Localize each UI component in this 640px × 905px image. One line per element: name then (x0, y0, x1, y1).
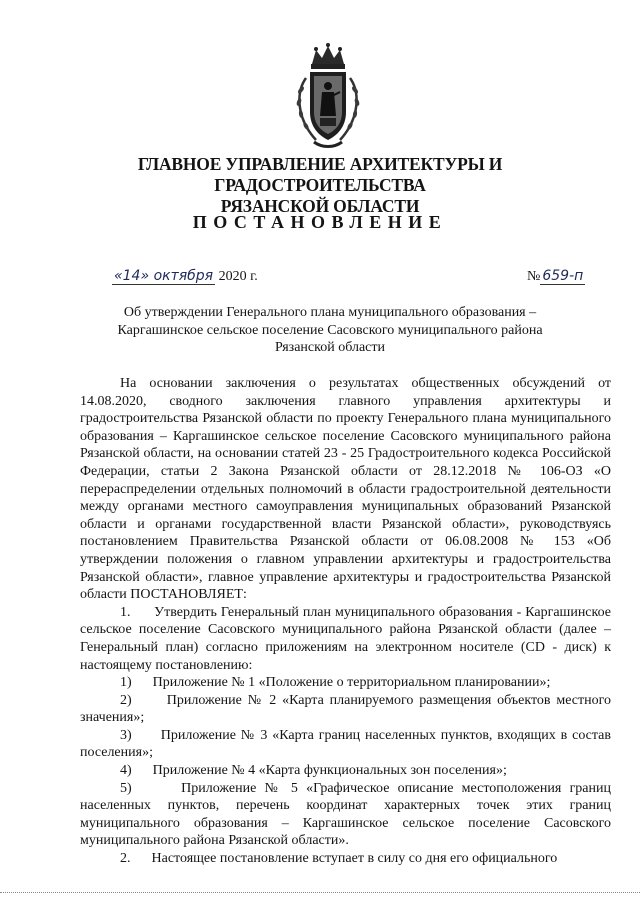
ryazan-coat-of-arms-icon (292, 42, 364, 154)
clause-1: 1. Утвердить Генеральный план муниципального образования - Каргашинское сельское поселение Сасовского муниципального района Рязанской области (далее – Генеральный план) согласно приложениям на электронном носителе (CD - диск) к настоящему постановлению: (80, 604, 611, 673)
document-number (527, 268, 585, 285)
appendix-item-4: 4) Приложение № 4 «Карта функциональных зон поселения»; (120, 763, 507, 779)
number-prefix: № (527, 269, 541, 284)
preamble-paragraph: На основании заключения о результатах общественных обсуждений от 14.08.2020, сводного заключения главного управления архитектуры и градостроительства Рязанской области по проекту Генерального плана муниципального образования – Каргашинское сельское поселение Сасовского муниципального района Рязанской области, на основании статей 23 - 25 Градостроительного кодекса Российской Федерации, статьи 2 Закона Рязанской области от 28.12.2018 № 106-ОЗ «О перераспределении отдельных полномочий в области градостроительной деятельности между органами местного самоуправления муниципальных образований Рязанской области и органами государственной власти Рязанской области», руководствуясь постановлением Правительства Рязанской области от 06.08.2008 № 153 «Об утверждении положения о главном управлении архитектуры и градостроительства Рязанской области», главное управление архитектуры и градостроительства Рязанской области ПОСТАНОВЛЯЕТ: (80, 376, 611, 603)
subject-line-3: Рязанской области (274, 340, 386, 355)
document-date (112, 268, 258, 285)
document-type-title: ПОСТАНОВЛЕНИЕ (192, 212, 448, 232)
date-year: 2020 г. (218, 269, 258, 284)
handwritten-date: «14» октября (114, 268, 214, 284)
document-subject (100, 304, 560, 357)
date-day: 14 (122, 268, 141, 284)
appendix-item-2: 2) Приложение № 2 «Карта планируемого размещения объектов местного значения»; (80, 692, 611, 726)
appendix-item-5: 5) Приложение № 5 «Графическое описание местоположения границ населенных пунктов, перечень координат характерных точек этих границ муниципального образования – Каргашинское сельское поселение Сасовского муниципального района Рязанской области». (80, 780, 611, 849)
appendix-item-3: 3) Приложение № 3 «Карта границ населенных пунктов, входящих в состав поселения»; (80, 727, 611, 761)
handwritten-number: 659-п (542, 268, 584, 284)
subject-line-1: Об утверждении Генерального плана муниципального образования – (123, 305, 537, 320)
document-body (80, 375, 611, 868)
date-month: октября (153, 268, 214, 284)
appendix-item-1: 1) Приложение № 1 «Положение о территориальном планировании»; (120, 675, 551, 691)
agency-name (40, 154, 600, 217)
page-edge-divider (0, 892, 640, 893)
subject-line-2: Каргашинское сельское поселение Сасовского муниципального района (117, 322, 543, 338)
agency-name-line-2: РЯЗАНСКОЙ ОБЛАСТИ (220, 196, 420, 216)
agency-name-line-1: ГЛАВНОЕ УПРАВЛЕНИЕ АРХИТЕКТУРЫ И ГРАДОСТРОИТЕЛЬСТВА (137, 154, 503, 195)
clause-2: 2. Настоящее постановление вступает в силу со дня его официального (120, 851, 558, 867)
